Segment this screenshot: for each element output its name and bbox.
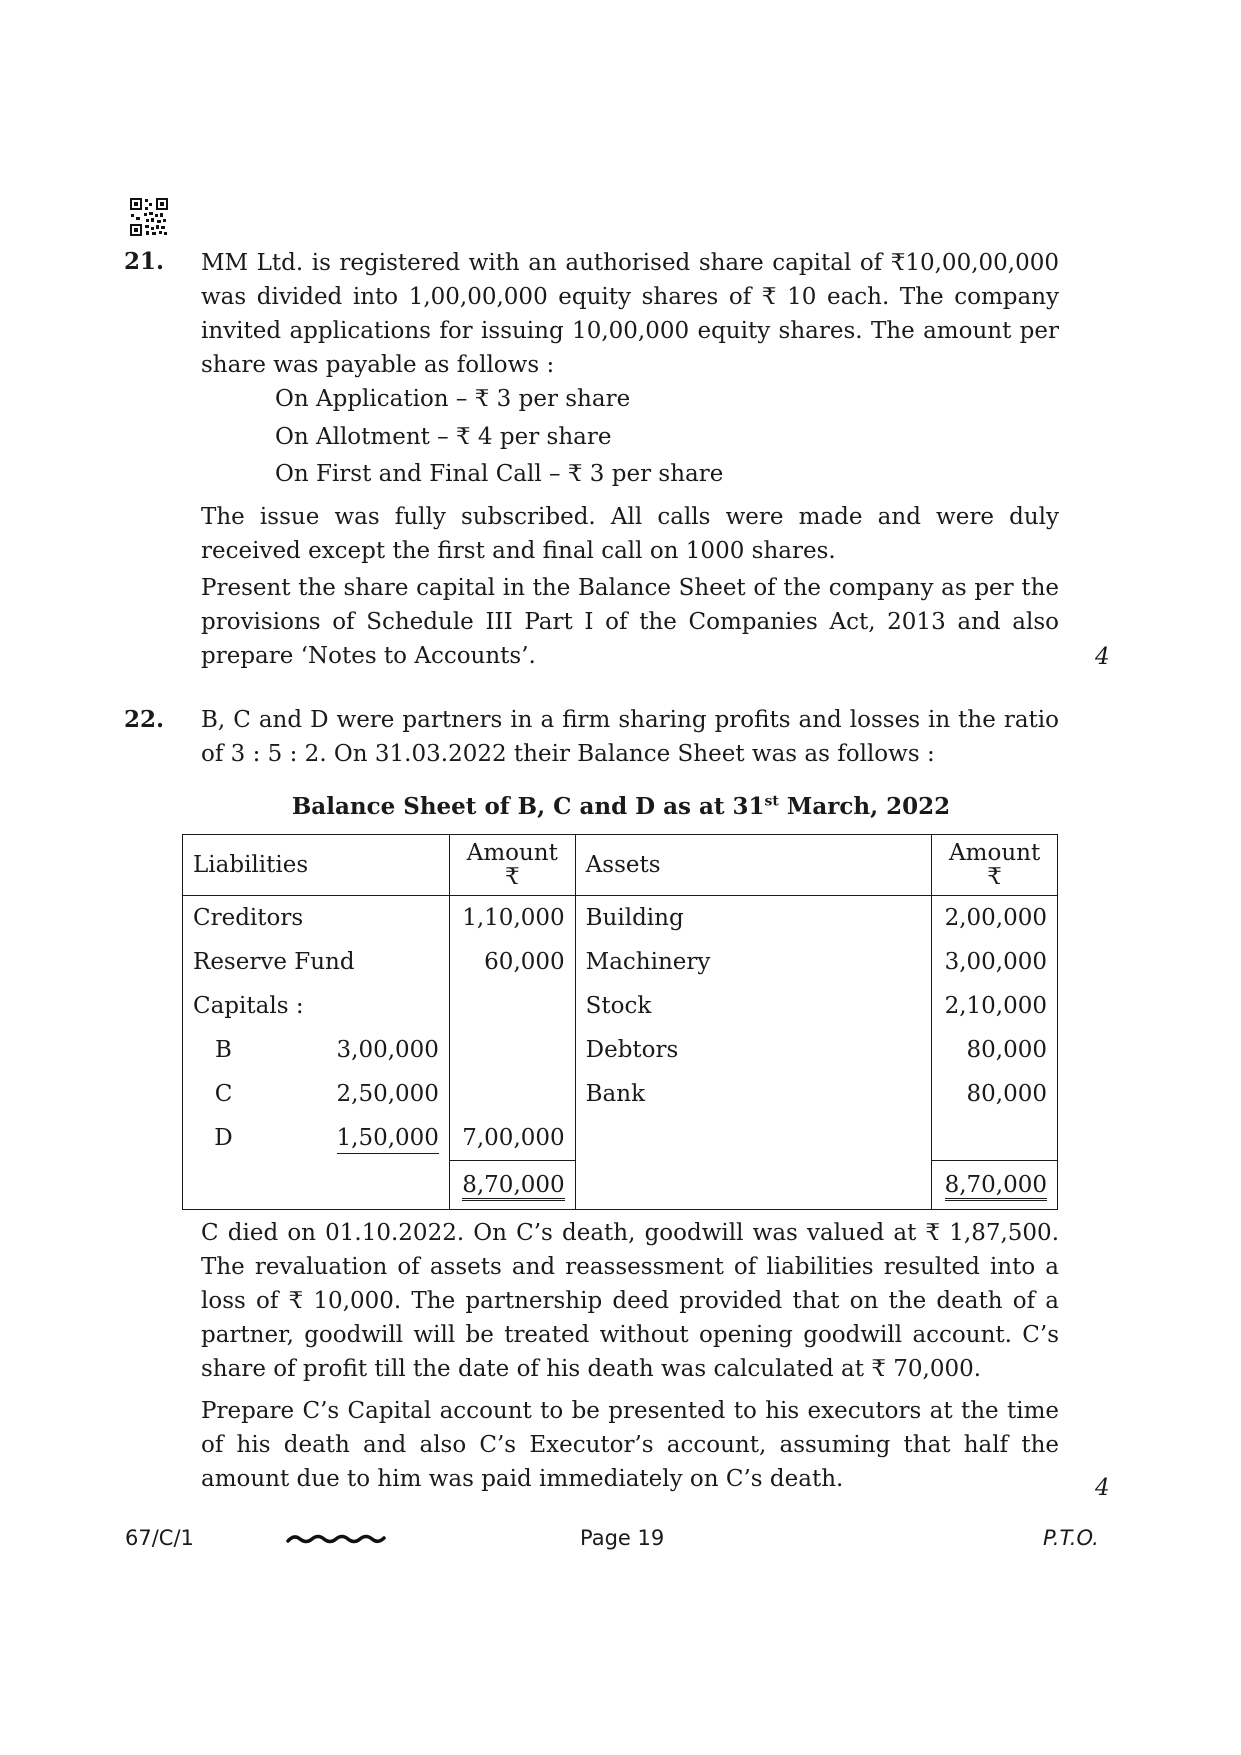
assets-total	[932, 1161, 1058, 1210]
table-row	[183, 984, 1058, 1028]
asset-name: Bank	[575, 1072, 932, 1116]
table-row	[183, 1116, 1058, 1161]
partner-capital: 3,00,000	[336, 1037, 439, 1063]
q22-para3-line: amount due to him was paid immediately on C’s death.	[201, 1466, 844, 1492]
question-21-marks: 4	[1095, 644, 1110, 670]
q21-para2-line: The issue was fully subscribed. All calls were made and were duly	[201, 504, 1059, 530]
balance-sheet-title	[183, 793, 1059, 820]
total-asset-blank	[575, 1161, 932, 1210]
squiggle-ornament-icon	[286, 1532, 386, 1546]
q22-para2-line: The revaluation of assets and reassessment of liabilities resulted into a	[201, 1254, 1059, 1280]
q21-para3-line: Present the share capital in the Balance Sheet of the company as per the	[201, 575, 1059, 601]
table-row	[183, 1072, 1058, 1116]
asset-name	[575, 1116, 932, 1161]
question-21-text	[201, 246, 1059, 382]
question-22-number: 22.	[124, 706, 165, 733]
q22-line: of 3 : 5 : 2. On 31.03.2022 their Balance Sheet was as follows :	[201, 741, 935, 767]
title-main: Balance Sheet of B, C and D as at 31	[291, 793, 765, 820]
liability-amount	[449, 1028, 575, 1072]
paper-code: 67/C/1	[125, 1526, 194, 1550]
balance-sheet-table	[182, 834, 1058, 1210]
qr-code-icon	[129, 197, 169, 237]
header-assets-amount	[932, 835, 1058, 896]
installment-final-call: On First and Final Call – ₹ 3 per share	[275, 461, 724, 487]
liability-name: Capitals :	[183, 984, 450, 1028]
q21-para2-line: received except the first and final call on 1000 shares.	[201, 538, 836, 564]
q22-para2-line: loss of ₹ 10,000. The partnership deed provided that on the death of a	[201, 1288, 1059, 1314]
partner-name: B	[183, 1028, 265, 1072]
total-label-blank	[183, 1161, 450, 1210]
q22-para2-line: share of profit till the date of his death was calculated at ₹ 70,000.	[201, 1356, 982, 1382]
partner-capital: 2,50,000	[336, 1081, 439, 1107]
installment-application: On Application – ₹ 3 per share	[275, 386, 631, 412]
rupee-symbol: ₹	[987, 864, 1002, 890]
pto-label: P.T.O.	[1043, 1526, 1099, 1550]
table-row	[183, 896, 1058, 941]
q22-para2-line: C died on 01.10.2022. On C’s death, goodwill was valued at ₹ 1,87,500.	[201, 1220, 1059, 1246]
asset-amount: 80,000	[932, 1072, 1058, 1116]
question-22-para3	[201, 1394, 1059, 1496]
q21-line: MM Ltd. is registered with an authorised share capital of ₹10,00,00,000	[201, 250, 1059, 276]
q21-line: invited applications for issuing 10,00,000 equity shares. The amount per	[201, 318, 1059, 344]
liability-amount	[449, 1072, 575, 1116]
q21-para3-line: provisions of Schedule III Part I of the Companies Act, 2013 and also	[201, 609, 1059, 635]
q21-line: was divided into 1,00,00,000 equity shares of ₹ 10 each. The company	[201, 284, 1059, 310]
question-21-para2	[201, 500, 1059, 568]
asset-amount	[932, 1116, 1058, 1161]
asset-name: Stock	[575, 984, 932, 1028]
asset-name: Building	[575, 896, 932, 941]
liability-amount	[449, 984, 575, 1028]
q22-para3-line: of his death and also C’s Executor’s account, assuming that half the	[201, 1432, 1059, 1458]
question-22-text	[201, 703, 1059, 771]
liabilities-total-value: 8,70,000	[462, 1172, 564, 1201]
table-total-row	[183, 1161, 1058, 1210]
title-end: March, 2022	[778, 793, 951, 820]
capitals-total: 7,00,000	[449, 1116, 575, 1161]
liability-name: Reserve Fund	[183, 940, 450, 984]
table-row	[183, 940, 1058, 984]
rupee-symbol: ₹	[504, 864, 520, 890]
amount-label: Amount	[949, 840, 1041, 866]
header-liabilities: Liabilities	[183, 835, 450, 896]
question-22-marks: 4	[1095, 1475, 1110, 1501]
installment-allotment: On Allotment – ₹ 4 per share	[275, 424, 612, 450]
partner-capital-cell	[264, 1116, 449, 1161]
amount-label: Amount	[466, 840, 558, 866]
partner-name: C	[183, 1072, 265, 1116]
page-number: Page 19	[580, 1526, 665, 1550]
asset-name: Machinery	[575, 940, 932, 984]
liability-amount: 60,000	[449, 940, 575, 984]
partner-capital: 1,50,000	[337, 1125, 439, 1154]
q22-para3-line: Prepare C’s Capital account to be presented to his executors at the time	[201, 1398, 1059, 1424]
asset-amount: 2,10,000	[932, 984, 1058, 1028]
q22-para2-line: partner, goodwill will be treated without opening goodwill account. C’s	[201, 1322, 1059, 1348]
q22-line: B, C and D were partners in a firm sharing profits and losses in the ratio	[201, 707, 1059, 733]
header-assets: Assets	[575, 835, 932, 896]
liabilities-total	[449, 1161, 575, 1210]
table-row	[183, 1028, 1058, 1072]
asset-amount: 80,000	[932, 1028, 1058, 1072]
assets-total-value: 8,70,000	[945, 1172, 1047, 1201]
partner-name: D	[183, 1116, 265, 1161]
question-21-para3	[201, 571, 1059, 673]
q21-line: share was payable as follows :	[201, 352, 555, 378]
asset-amount: 2,00,000	[932, 896, 1058, 941]
liability-amount: 1,10,000	[449, 896, 575, 941]
question-21-number: 21.	[124, 248, 165, 275]
asset-amount: 3,00,000	[932, 940, 1058, 984]
title-sup: st	[764, 793, 779, 810]
liability-name: Creditors	[183, 896, 450, 941]
question-22-para2	[201, 1216, 1059, 1386]
asset-name: Debtors	[575, 1028, 932, 1072]
header-liabilities-amount	[449, 835, 575, 896]
q21-para3-line: prepare ‘Notes to Accounts’.	[201, 643, 536, 669]
